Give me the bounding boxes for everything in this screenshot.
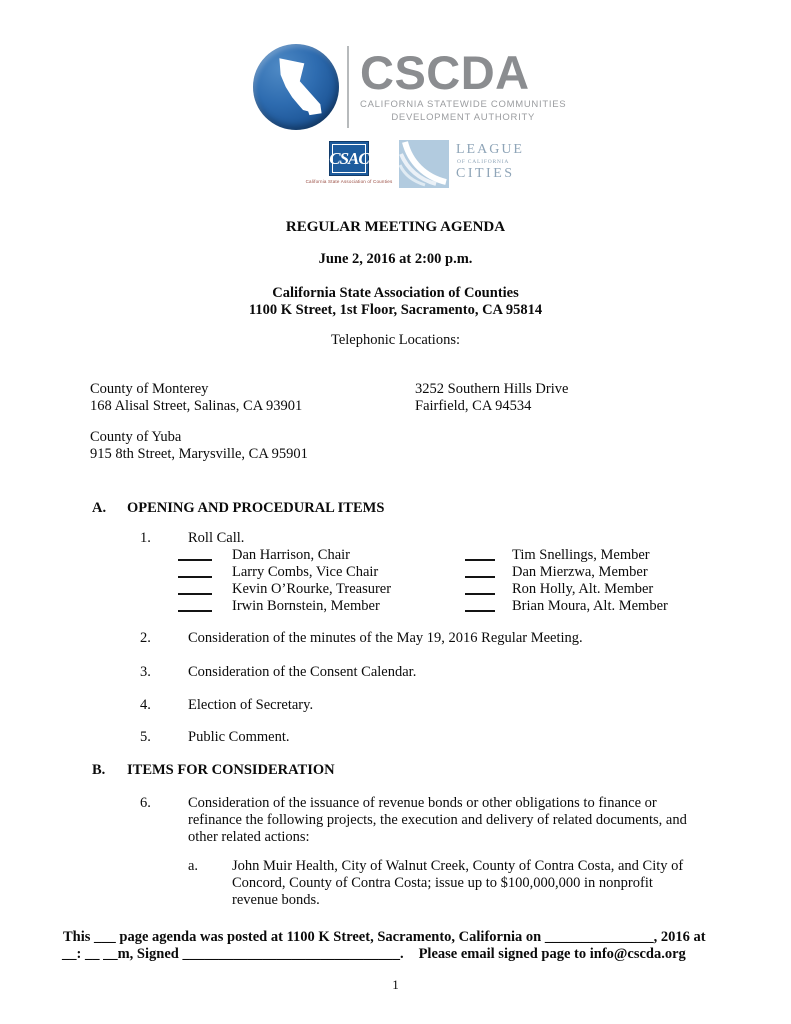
location-address: 915 8th Street, Marysville, CA 95901: [90, 446, 308, 462]
league-of-california-cities-logo: [399, 140, 524, 188]
posting-signed-blank: __: __ __m, Signed ______________________________.: [62, 946, 404, 962]
item-6-line2: refinance the following projects, the execution and delivery of related documents, and: [188, 812, 687, 828]
item-6a-letter: a.: [188, 858, 199, 874]
item-6-text: [188, 795, 687, 846]
telephonic-location-fairfield: [415, 381, 568, 415]
roll-call-name: Dan Mierzwa, Member: [512, 564, 648, 580]
roll-call-name: Dan Harrison, Chair: [232, 547, 350, 563]
section-b-heading: ITEMS FOR CONSIDERATION: [127, 762, 335, 778]
item-6a-line2: Concord, County of Contra Costa; issue up to $100,000,000 in nonprofit: [232, 875, 653, 891]
meeting-title: REGULAR MEETING AGENDA: [285, 219, 506, 235]
item-5-text: Public Comment.: [188, 729, 290, 745]
roll-call-name: Brian Moura, Alt. Member: [512, 598, 668, 614]
location-name: County of Monterey: [90, 381, 209, 397]
roll-call-blank: [178, 559, 212, 561]
item-3-number: 3.: [140, 664, 151, 680]
roll-call-row: [0, 564, 791, 581]
item-6a-text: [232, 858, 683, 909]
csac-logo-box: [329, 141, 369, 176]
item-2-number: 2.: [140, 630, 151, 646]
meeting-datetime: June 2, 2016 at 2:00 p.m.: [318, 251, 473, 267]
section-a-heading: OPENING AND PROCEDURAL ITEMS: [127, 500, 385, 516]
item-6a-line3: revenue bonds.: [232, 892, 320, 908]
telephonic-location-yuba: [90, 429, 308, 463]
item-3-text: Consideration of the Consent Calendar.: [188, 664, 417, 680]
league-line1: LEAGUE: [456, 142, 524, 157]
location-address: 168 Alisal Street, Salinas, CA 93901: [90, 398, 303, 414]
section-b-letter: B.: [92, 762, 106, 778]
league-line2: OF CALIFORNIA: [457, 159, 510, 165]
item-4-text: Election of Secretary.: [188, 697, 314, 713]
csac-acronym: CSAC: [329, 148, 369, 168]
item-1-number: 1.: [140, 530, 151, 546]
posting-email-note: Please email signed page to info@cscda.org: [418, 946, 686, 962]
location-address: Fairfield, CA 94534: [415, 398, 532, 414]
item-1-text: Roll Call.: [188, 530, 245, 546]
csac-caption: California State Association of Counties: [305, 179, 393, 184]
telephonic-location-monterey: [90, 381, 302, 415]
league-wordmark: [456, 140, 524, 188]
item-6-line3: other related actions:: [188, 829, 310, 845]
cscda-acronym: CSCDA: [360, 45, 530, 99]
posting-statement-line2: [62, 946, 686, 963]
csac-logo: [303, 141, 395, 184]
item-5-number: 5.: [140, 729, 151, 745]
cscda-subtitle-line1: CALIFORNIA STATEWIDE COMMUNITIES: [360, 99, 567, 111]
california-globe-icon: [253, 44, 339, 130]
location-name: 3252 Southern Hills Drive: [415, 381, 569, 397]
page-number: 1: [392, 977, 399, 992]
roll-call-blank: [465, 610, 495, 612]
item-6-line1: Consideration of the issuance of revenue bonds or other obligations to finance or: [188, 795, 657, 811]
telephonic-locations-label: Telephonic Locations:: [330, 332, 461, 348]
roll-call-name: Kevin O’Rourke, Treasurer: [232, 581, 392, 597]
item-2-text: Consideration of the minutes of the May 19, 2016 Regular Meeting.: [188, 630, 583, 646]
section-a-letter: A.: [92, 500, 107, 516]
roll-call-row: [0, 598, 791, 615]
roll-call-name: Irwin Bornstein, Member: [232, 598, 380, 614]
roll-call-name: Ron Holly, Alt. Member: [512, 581, 654, 597]
roll-call-name: Tim Snellings, Member: [512, 547, 650, 563]
roll-call-blank: [465, 593, 495, 595]
venue-address: 1100 K Street, 1st Floor, Sacramento, CA 95814: [248, 302, 543, 318]
league-swoosh-icon: [399, 140, 449, 188]
cscda-wordmark: [360, 45, 567, 124]
roll-call-row: [0, 547, 791, 564]
location-name: County of Yuba: [90, 429, 182, 445]
posting-statement-line1: This ___ page agenda was posted at 1100 K Street, Sacramento, California on _______________, 2016 at: [63, 929, 706, 945]
logo-divider: [347, 46, 349, 128]
league-line3: CITIES: [456, 166, 515, 181]
item-6-number: 6.: [140, 795, 151, 811]
venue-name: California State Association of Counties: [272, 285, 519, 301]
cscda-subtitle-line2: DEVELOPMENT AUTHORITY: [391, 112, 536, 124]
roll-call-row: [0, 581, 791, 598]
roll-call-blank: [465, 559, 495, 561]
roll-call-blank: [178, 576, 212, 578]
roll-call-name: Larry Combs, Vice Chair: [232, 564, 379, 580]
cscda-logo: [253, 44, 566, 130]
roll-call-blank: [178, 610, 212, 612]
roll-call-blank: [465, 576, 495, 578]
item-4-number: 4.: [140, 697, 151, 713]
roll-call-blank: [178, 593, 212, 595]
item-6a-line1: John Muir Health, City of Walnut Creek, County of Contra Costa, and City of: [232, 858, 684, 874]
